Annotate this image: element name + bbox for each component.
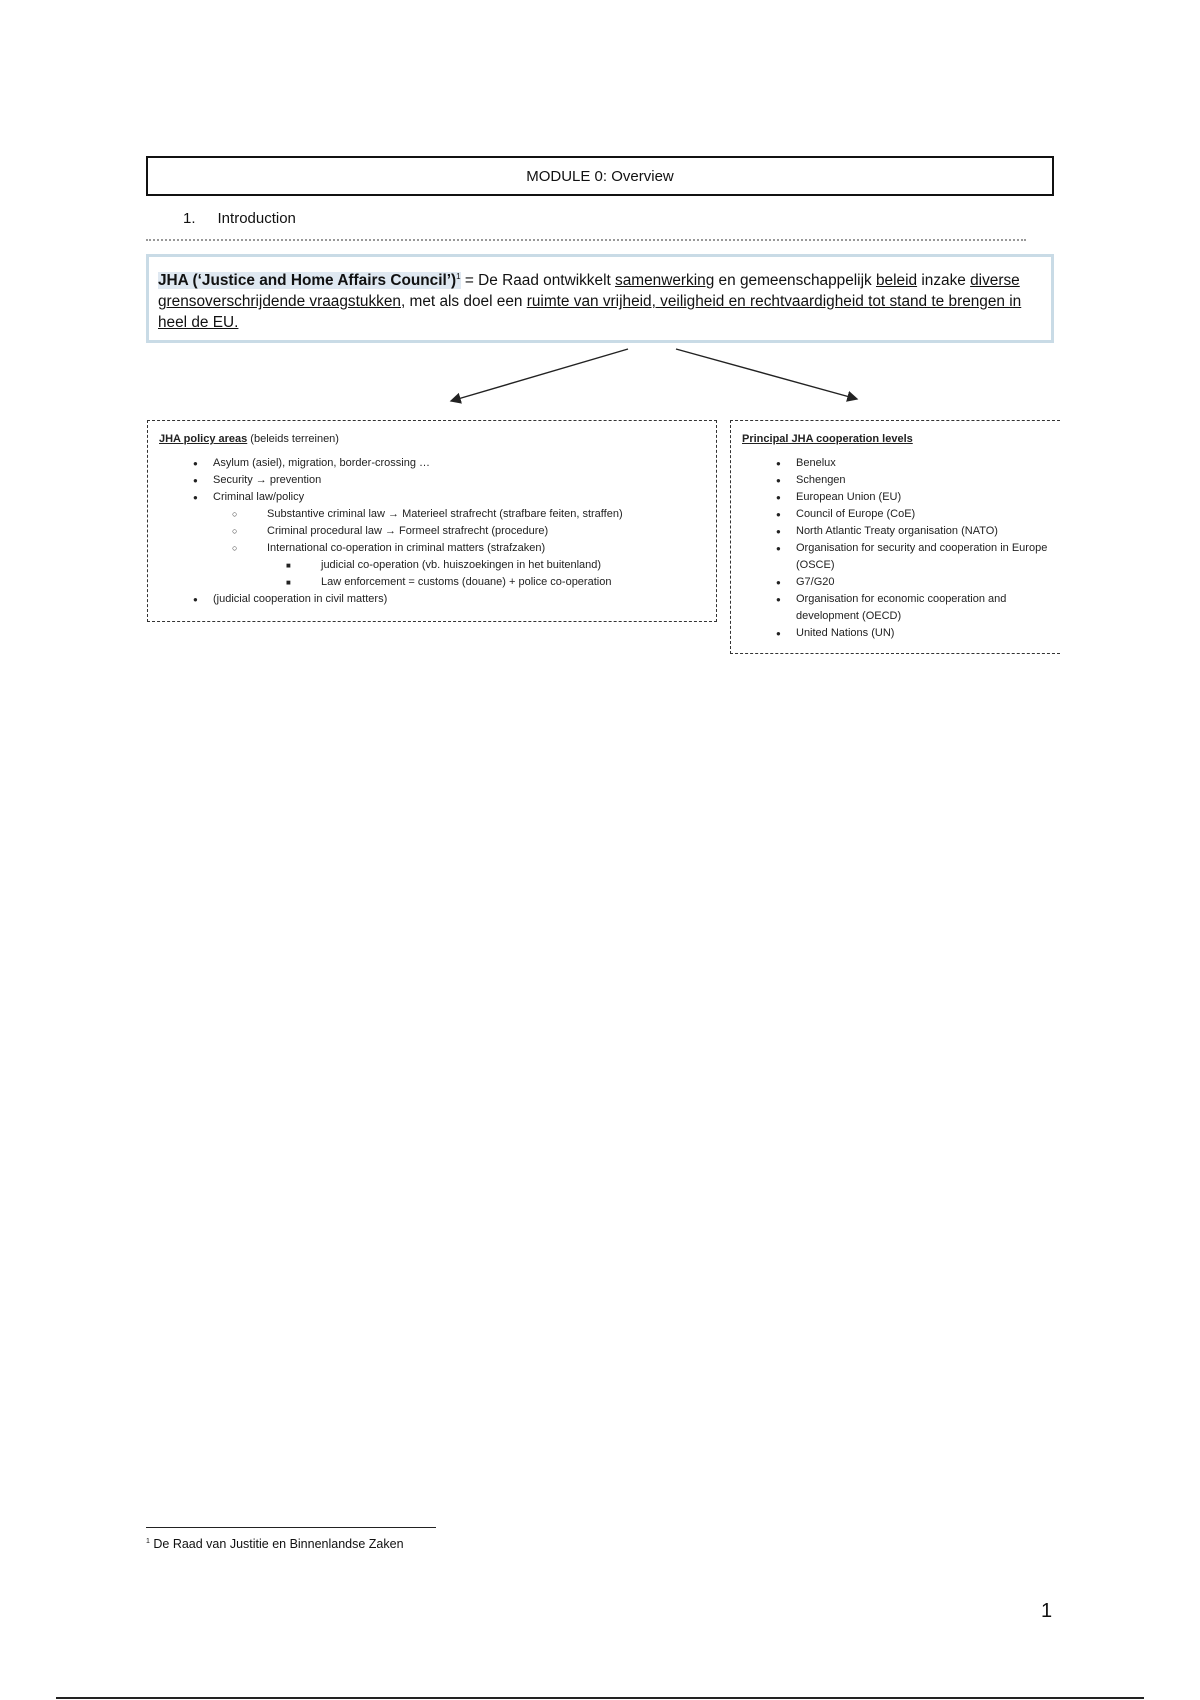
policy-criminal: Criminal law/policy — [213, 491, 305, 503]
policy-areas-subtitle: (beleids terreinen) — [247, 433, 339, 445]
footnote — [146, 1537, 404, 1551]
list-item — [742, 506, 1052, 523]
cooperation-levels-title: Principal JHA cooperation levels — [742, 433, 913, 445]
policy-security: Security → prevention — [213, 474, 322, 486]
criminal-sublist — [213, 506, 706, 591]
list-item — [742, 472, 1052, 489]
definition-keyword-ruimte: ruimte van vrijheid, veiligheid en rechtvaardigheid tot stand te brengen in heel de EU. — [158, 293, 1022, 332]
policy-areas-title: JHA policy areas — [159, 433, 248, 445]
footnote-marker: 1 — [456, 272, 461, 281]
section-title: Introduction — [217, 210, 296, 227]
page-bottom-rule — [56, 1697, 1144, 1699]
policy-areas-box — [147, 420, 717, 622]
definition-term-text: JHA (‘Justice and Home Affairs Council’) — [158, 272, 457, 290]
level-item: Organisation for economic cooperation and development (OECD) — [796, 593, 1007, 622]
international-sublist — [267, 557, 706, 591]
level-item: G7/G20 — [796, 576, 835, 588]
policy-areas-heading — [159, 431, 706, 448]
level-item: United Nations (UN) — [796, 627, 895, 639]
branch-arrows — [0, 0, 1200, 420]
module-title-text: MODULE 0: Overview — [526, 167, 674, 185]
list-item — [159, 489, 706, 591]
list-item — [742, 489, 1052, 506]
level-item: Organisation for security and cooperation in Europe (OSCE) — [796, 542, 1048, 571]
policy-substantive: Substantive criminal law → Materieel strafrecht (strafbare feiten, straffen) — [267, 508, 623, 520]
page-number: 1 — [1041, 1600, 1053, 1622]
policy-areas-list — [159, 455, 706, 608]
section-number: 1. — [183, 210, 196, 227]
policy-procedural: Criminal procedural law → Formeel strafrecht (procedure) — [267, 525, 549, 537]
definition-keyword-vraagstukken: diverse grensoverschrijdende vraagstukken — [158, 272, 1020, 311]
footnote-number: 1 — [146, 1537, 150, 1545]
arrow-left — [451, 349, 628, 401]
list-item — [213, 506, 706, 523]
cooperation-levels-box — [730, 420, 1060, 654]
definition-text-1: = De Raad ontwikkelt — [460, 272, 616, 290]
policy-asylum: Asylum (asiel), migration, border-crossing … — [213, 457, 431, 469]
list-item — [159, 591, 706, 608]
definition-text-4: , met als doel een — [400, 293, 527, 311]
policy-international: International co-operation in criminal matters (strafzaken) — [267, 542, 546, 554]
arrow-right — [676, 349, 857, 399]
list-item — [267, 574, 706, 591]
cooperation-levels-list — [742, 455, 1052, 642]
policy-civil: (judicial cooperation in civil matters) — [213, 593, 388, 605]
level-item: North Atlantic Treaty organisation (NATO) — [796, 525, 998, 537]
list-item — [159, 472, 706, 489]
list-item — [742, 574, 1052, 591]
level-item: Schengen — [796, 474, 846, 486]
level-item: European Union (EU) — [796, 491, 902, 503]
cooperation-levels-heading — [742, 431, 1052, 448]
footnote-text: De Raad van Justitie en Binnenlandse Zaken — [149, 1537, 404, 1551]
definition-text-3: inzake — [917, 272, 971, 290]
list-item — [213, 523, 706, 540]
list-item — [159, 455, 706, 472]
footnote-divider — [146, 1527, 436, 1528]
definition-text-2: en gemeenschappelijk — [714, 272, 876, 290]
list-item — [742, 455, 1052, 472]
list-item — [742, 625, 1052, 642]
policy-law-enforcement: Law enforcement = customs (douane) + police co-operation — [321, 576, 612, 588]
list-item — [742, 591, 1052, 625]
list-item — [742, 523, 1052, 540]
policy-judicial: judicial co-operation (vb. huiszoekingen in het buitenland) — [321, 559, 602, 571]
list-item — [742, 540, 1052, 574]
list-item — [213, 540, 706, 591]
list-item — [267, 557, 706, 574]
definition-keyword-beleid: beleid — [876, 272, 918, 290]
definition-keyword-samenwerking: samenwerking — [615, 272, 715, 290]
level-item: Benelux — [796, 457, 836, 469]
level-item: Council of Europe (CoE) — [796, 508, 916, 520]
